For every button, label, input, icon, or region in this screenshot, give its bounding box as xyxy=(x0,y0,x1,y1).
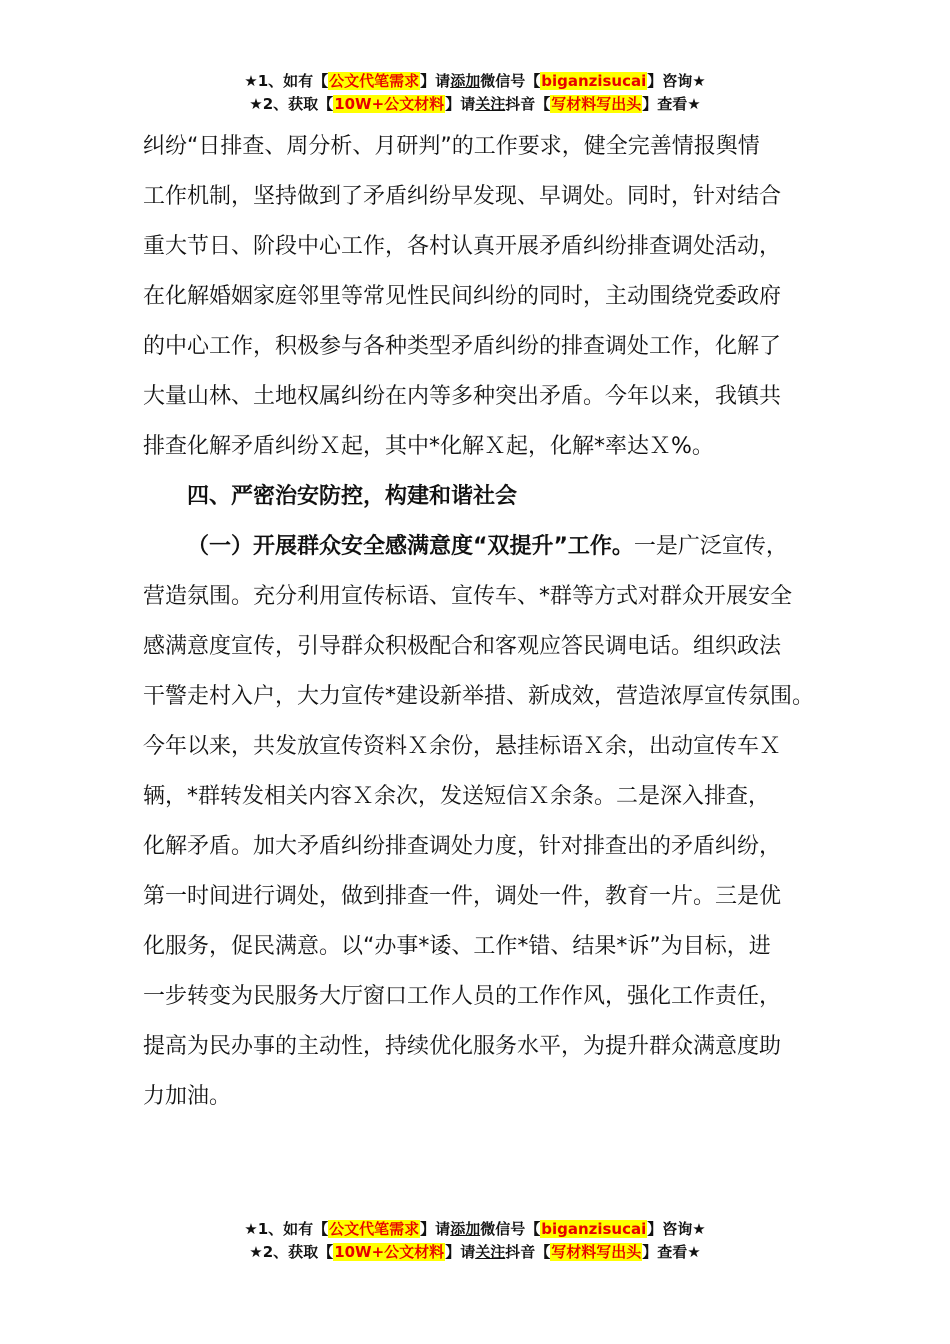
body-line: 一步转变为民服务大厅窗口工作人员的工作作风，强化工作责任， xyxy=(143,984,782,1009)
paragraph-bold-lead: （一）开展群众安全感满意度“双提升”工作。 xyxy=(187,534,634,559)
banner-line-1 xyxy=(0,70,950,93)
section-heading: 四、严密治安防控，构建和谐社会 xyxy=(187,484,518,509)
banner-text: ★2、获取【 xyxy=(249,95,334,113)
banner-line-1 xyxy=(0,1218,950,1241)
banner-underline: 添加 xyxy=(450,1220,481,1238)
paragraph-text: 一是广泛宣传， xyxy=(633,534,788,559)
body-line: 今年以来，共发放宣传资料Ｘ余份，悬挂标语Ｘ余，出动宣传车Ｘ xyxy=(143,734,782,759)
banner-text: 微信号【 xyxy=(480,72,541,90)
banner-underline: 关注 xyxy=(475,1243,506,1261)
banner-highlight: biganzisucai xyxy=(541,1220,647,1238)
body-line: 重大节日、阶段中心工作，各村认真开展矛盾纠纷排查调处活动， xyxy=(143,234,782,259)
footer-banner xyxy=(0,1218,950,1264)
banner-text: ★1、如有【 xyxy=(244,1220,329,1238)
body-line: 干警走村入户，大力宣传*建设新举措、新成效，营造浓厚宣传氛围。 xyxy=(143,684,815,709)
banner-highlight: 10W+公文材料 xyxy=(334,1243,445,1261)
body-line: 力加油。 xyxy=(143,1084,232,1109)
banner-underline: 关注 xyxy=(475,95,506,113)
banner-highlight: 公文代笔需求 xyxy=(329,72,420,90)
banner-text: 抖音【 xyxy=(505,1243,551,1261)
document-body xyxy=(143,122,833,1122)
banner-text: ★2、获取【 xyxy=(249,1243,334,1261)
body-line: 第一时间进行调处，做到排查一件，调处一件，教育一片。三是优 xyxy=(143,884,782,909)
body-line: 提高为民办事的主动性，持续优化服务水平，为提升群众满意度助 xyxy=(143,1034,782,1059)
body-line: 化解矛盾。加大矛盾纠纷排查调处力度，针对排查出的矛盾纠纷， xyxy=(143,834,782,859)
banner-text: 微信号【 xyxy=(480,1220,541,1238)
banner-text: 】查看★ xyxy=(642,1243,701,1261)
banner-underline: 添加 xyxy=(450,72,481,90)
header-banner xyxy=(0,70,950,116)
body-line: 排查化解矛盾纠纷Ｘ起，其中*化解Ｘ起，化解*率达Ｘ%。 xyxy=(143,434,714,459)
banner-text: 】查看★ xyxy=(642,95,701,113)
banner-line-2 xyxy=(0,93,950,116)
body-line: 工作机制，坚持做到了矛盾纠纷早发现、早调处。同时，针对结合 xyxy=(143,184,782,209)
body-line: 在化解婚姻家庭邻里等常见性民间纠纷的同时，主动围绕党委政府 xyxy=(143,284,782,309)
banner-text: 抖音【 xyxy=(505,95,551,113)
banner-highlight: 写材料写出头 xyxy=(551,95,642,113)
banner-highlight: biganzisucai xyxy=(541,72,647,90)
banner-line-2 xyxy=(0,1241,950,1264)
body-line: 化服务，促民满意。以“办事*诿、工作*错、结果*诉”为目标，进 xyxy=(143,934,771,959)
banner-text: 】咨询★ xyxy=(647,1220,706,1238)
banner-text: 】请 xyxy=(420,72,451,90)
banner-text: ★1、如有【 xyxy=(244,72,329,90)
paragraph-first-line xyxy=(143,522,833,572)
body-line: 辆，*群转发相关内容Ｘ余次，发送短信Ｘ余条。二是深入排查， xyxy=(143,784,771,809)
body-line: 的中心工作，积极参与各种类型矛盾纠纷的排查调处工作，化解了 xyxy=(143,334,782,359)
banner-text: 】请 xyxy=(445,1243,476,1261)
banner-highlight: 公文代笔需求 xyxy=(329,1220,420,1238)
body-line: 营造氛围。充分利用宣传标语、宣传车、*群等方式对群众开展安全 xyxy=(143,584,793,609)
banner-text: 】请 xyxy=(445,95,476,113)
banner-highlight: 10W+公文材料 xyxy=(334,95,445,113)
banner-highlight: 写材料写出头 xyxy=(551,1243,642,1261)
banner-text: 】请 xyxy=(420,1220,451,1238)
body-line: 感满意度宣传，引导群众积极配合和客观应答民调电话。组织政法 xyxy=(143,634,782,659)
banner-text: 】咨询★ xyxy=(647,72,706,90)
body-line: 大量山林、土地权属纠纷在内等多种突出矛盾。今年以来，我镇共 xyxy=(143,384,782,409)
body-line: 纠纷“日排查、周分析、月研判”的工作要求，健全完善情报舆情 xyxy=(143,134,760,159)
